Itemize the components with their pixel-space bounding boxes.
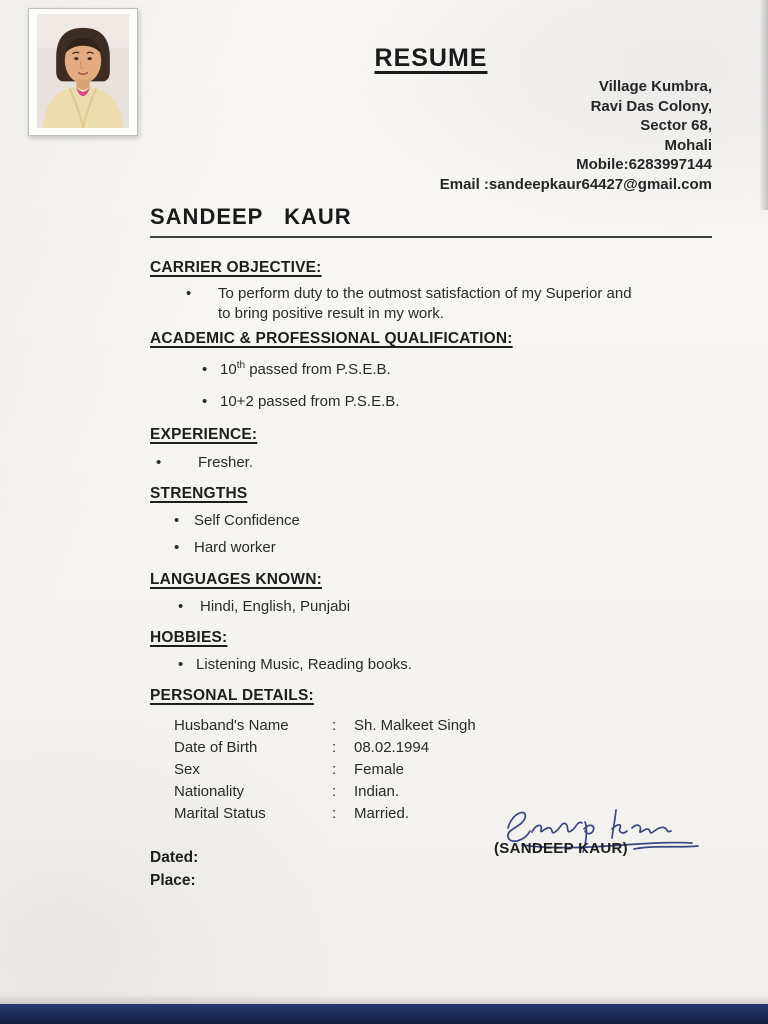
section-heading-objective: CARRIER OBJECTIVE: [150, 259, 322, 276]
hobby-text: Listening Music, Reading books. [196, 656, 412, 673]
address-line: Village Kumbra, [598, 78, 712, 95]
signature-block [492, 798, 720, 857]
section-heading-strengths: STRENGTHS [150, 485, 248, 502]
detail-colon: : [332, 761, 337, 778]
detail-value: Married. [354, 805, 410, 822]
qualification-text: passed from P.S.E.B. [245, 361, 391, 378]
detail-value: Indian. [354, 783, 400, 800]
paper-bottom-shadow [0, 994, 768, 1004]
place-label: Place: [150, 872, 196, 889]
hobby-item [150, 655, 712, 675]
detail-label: Marital Status [174, 805, 266, 822]
bullet-icon: • [186, 285, 192, 302]
objective-text-line: To perform duty to the outmost satisfaction of my Superior and [218, 285, 632, 302]
dated-label: Dated: [150, 849, 199, 866]
strength-item [150, 511, 712, 531]
detail-label: Sex [174, 761, 200, 778]
qualification-item [150, 392, 712, 412]
bullet-icon: • [202, 393, 208, 410]
objective-text-line: to bring positive result in my work. [218, 305, 444, 322]
mobile-line: Mobile:6283997144 [576, 156, 712, 173]
detail-value: 08.02.1994 [354, 739, 430, 756]
strength-text: Hard worker [194, 539, 276, 556]
detail-value: Female [354, 761, 405, 778]
applicant-name: SANDEEP KAUR [150, 204, 352, 229]
email-line: Email :sandeepkaur64427@gmail.com [439, 175, 712, 193]
detail-label: Nationality [174, 783, 245, 800]
section-heading-qualification: ACADEMIC & PROFESSIONAL QUALIFICATION: [150, 330, 513, 347]
detail-colon: : [332, 739, 337, 756]
language-text: Hindi, English, Punjabi [200, 598, 351, 615]
experience-text: Fresher. [198, 454, 254, 471]
detail-colon: : [332, 805, 337, 822]
ordinal-suffix: th [236, 360, 246, 371]
section-heading-languages: LANGUAGES KNOWN: [150, 571, 322, 588]
detail-colon: : [332, 783, 337, 800]
detail-colon: : [332, 717, 337, 734]
objective-item [150, 284, 712, 324]
detail-label: Husband's Name [174, 717, 289, 734]
qualification-text: passed from P.S.E.B. [253, 393, 400, 410]
page-title: RESUME [374, 44, 488, 72]
section-heading-hobbies: HOBBIES: [150, 629, 228, 646]
bullet-icon: • [202, 361, 208, 378]
address-line: Ravi Das Colony, [590, 97, 712, 115]
bullet-icon: • [174, 512, 180, 529]
strength-item [150, 538, 712, 558]
printed-name: (SANDEEP KAUR) [494, 840, 628, 857]
experience-item [150, 453, 712, 473]
section-heading-experience: EXPERIENCE: [150, 426, 258, 443]
address-line: Sector 68, [640, 117, 712, 134]
section-heading-personal-details: PERSONAL DETAILS: [150, 687, 314, 704]
qualification-text: 10+2 [220, 393, 254, 410]
contact-block [150, 77, 712, 194]
qualification-text: 10 [220, 361, 237, 378]
bullet-icon: • [178, 656, 184, 673]
scanner-edge [0, 1004, 768, 1024]
qualification-item [150, 360, 712, 380]
strength-text: Self Confidence [194, 512, 300, 529]
detail-label: Date of Birth [174, 739, 258, 756]
bullet-icon: • [178, 598, 184, 615]
detail-value: Sh. Malkeet Singh [354, 717, 476, 734]
name-underline [150, 236, 712, 238]
bullet-icon: • [156, 454, 162, 471]
language-item [150, 597, 712, 617]
address-line: Mohali [664, 136, 712, 154]
bullet-icon: • [174, 539, 180, 556]
footer [150, 840, 712, 892]
